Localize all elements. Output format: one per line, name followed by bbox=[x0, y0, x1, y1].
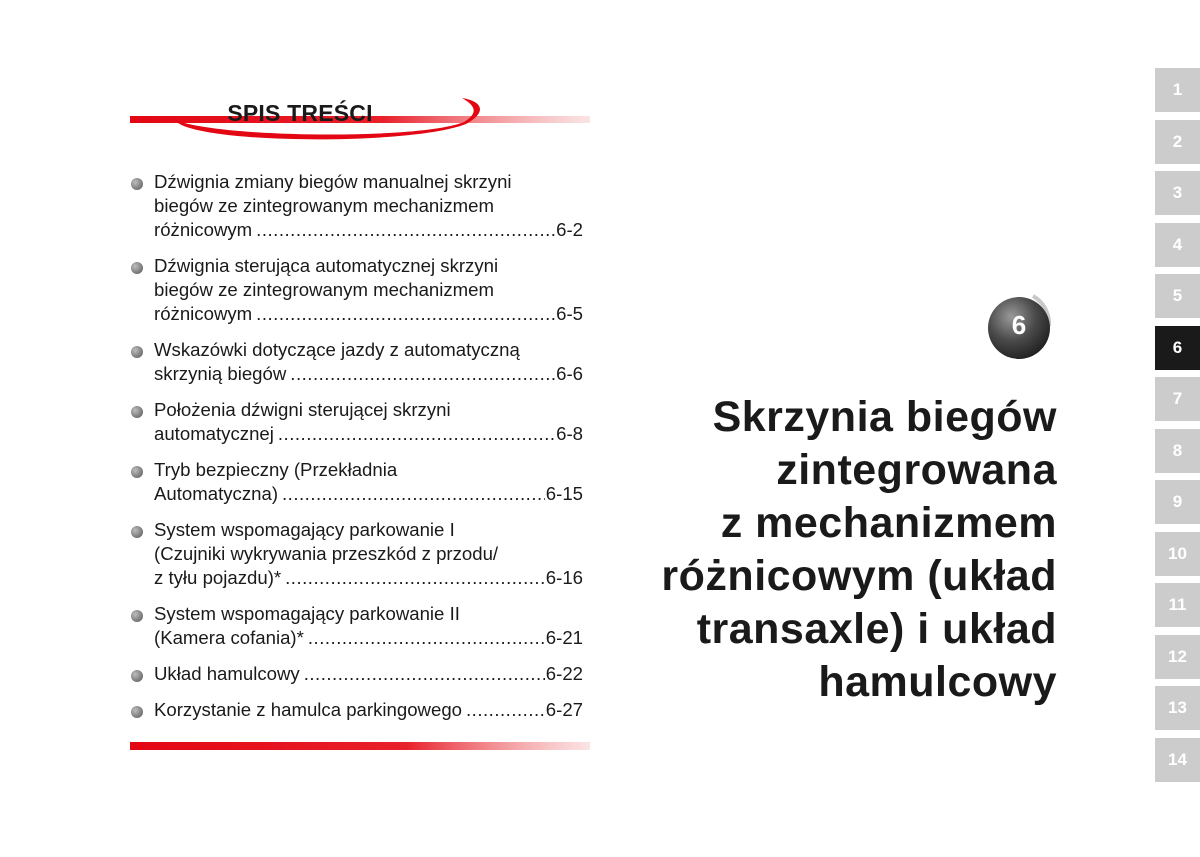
dot-leader bbox=[290, 362, 555, 386]
toc-page-ref: 6-8 bbox=[556, 423, 583, 444]
toc-item[interactable] bbox=[131, 254, 583, 326]
toc-item-last-line bbox=[154, 698, 583, 722]
chapter-tab-1[interactable]: 1 bbox=[1155, 68, 1200, 112]
toc-item-text: Korzystanie z hamulca parkingowego bbox=[154, 699, 462, 720]
toc-item-text: różnicowym bbox=[154, 219, 253, 240]
dot-leader bbox=[282, 482, 545, 506]
chapter-title bbox=[617, 391, 1057, 709]
toc-header bbox=[130, 96, 590, 146]
chapter-title-line: z mechanizmem bbox=[720, 499, 1057, 547]
toc-item-text: z tyłu pojazdu)* bbox=[154, 567, 282, 588]
toc-list bbox=[131, 170, 583, 734]
toc-item[interactable] bbox=[131, 518, 583, 590]
chapter-title-line: różnicowym (układ bbox=[661, 552, 1057, 600]
dot-leader bbox=[256, 302, 555, 326]
chapter-tab-14[interactable]: 14 bbox=[1155, 738, 1200, 782]
toc-item-text: biegów ze zintegrowanym mechanizmem bbox=[154, 279, 494, 300]
dot-leader bbox=[278, 422, 555, 446]
dot-leader bbox=[466, 698, 545, 722]
toc-item-text: Dźwignia sterująca automatycznej skrzyni bbox=[154, 255, 499, 276]
toc-item-last-line bbox=[154, 218, 583, 242]
toc-item-text: System wspomagający parkowanie I bbox=[154, 519, 455, 540]
chapter-badge bbox=[983, 290, 1055, 362]
toc-item-text: Położenia dźwigni sterującej skrzyni bbox=[154, 399, 451, 420]
bullet-icon bbox=[131, 262, 143, 274]
toc-item-last-line bbox=[154, 362, 583, 386]
chapter-tab-5[interactable]: 5 bbox=[1155, 274, 1200, 318]
toc-item-text: Wskazówki dotyczące jazdy z automatyczną bbox=[154, 339, 520, 360]
chapter-tab-6[interactable]: 6 bbox=[1155, 326, 1200, 370]
toc-item-text: (Czujniki wykrywania przeszkód z przodu/ bbox=[154, 543, 499, 564]
chapter-tabs bbox=[1155, 68, 1200, 789]
chapter-title-line: hamulcowy bbox=[818, 658, 1057, 706]
chapter-tab-4[interactable]: 4 bbox=[1155, 223, 1200, 267]
chapter-tab-3[interactable]: 3 bbox=[1155, 171, 1200, 215]
chapter-tab-13[interactable]: 13 bbox=[1155, 686, 1200, 730]
dot-leader bbox=[304, 662, 545, 686]
toc-page-ref: 6-15 bbox=[545, 483, 583, 504]
toc-title: SPIS TREŚCI bbox=[227, 100, 373, 126]
chapter-tab-8[interactable]: 8 bbox=[1155, 429, 1200, 473]
bullet-icon bbox=[131, 526, 143, 538]
chapter-title-line: transaxle) i układ bbox=[696, 605, 1057, 653]
toc-item-last-line bbox=[154, 626, 583, 650]
toc-page-ref: 6-6 bbox=[556, 363, 583, 384]
chapter-tab-7[interactable]: 7 bbox=[1155, 377, 1200, 421]
bullet-icon bbox=[131, 466, 143, 478]
toc-page-ref: 6-22 bbox=[545, 663, 583, 684]
toc-item-last-line bbox=[154, 662, 583, 686]
bullet-icon bbox=[131, 178, 143, 190]
toc-item[interactable] bbox=[131, 602, 583, 650]
toc-item[interactable] bbox=[131, 698, 583, 722]
toc-item[interactable] bbox=[131, 662, 583, 686]
chapter-tab-11[interactable]: 11 bbox=[1155, 583, 1200, 627]
toc-item-text: biegów ze zintegrowanym mechanizmem bbox=[154, 195, 494, 216]
bullet-icon bbox=[131, 670, 143, 682]
bullet-icon bbox=[131, 406, 143, 418]
toc-page-ref: 6-21 bbox=[545, 627, 583, 648]
toc-item-text: Układ hamulcowy bbox=[154, 663, 300, 684]
toc-page-ref: 6-16 bbox=[545, 567, 583, 588]
toc-item-last-line bbox=[154, 302, 583, 326]
bullet-icon bbox=[131, 706, 143, 718]
chapter-title-line: zintegrowana bbox=[776, 446, 1057, 494]
toc-page-ref: 6-27 bbox=[545, 699, 583, 720]
toc-page-ref: 6-2 bbox=[556, 219, 583, 240]
toc-item-text: skrzynią biegów bbox=[154, 363, 287, 384]
toc-item[interactable] bbox=[131, 338, 583, 386]
toc-item-text: Tryb bezpieczny (Przekładnia bbox=[154, 459, 398, 480]
toc-item-last-line bbox=[154, 422, 583, 446]
bullet-icon bbox=[131, 346, 143, 358]
dot-leader bbox=[308, 626, 545, 650]
toc-item-text: Dźwignia zmiany biegów manualnej skrzyni bbox=[154, 171, 512, 192]
dot-leader bbox=[256, 218, 555, 242]
dot-leader bbox=[285, 566, 545, 590]
chapter-tab-12[interactable]: 12 bbox=[1155, 635, 1200, 679]
toc-item[interactable] bbox=[131, 458, 583, 506]
chapter-tab-9[interactable]: 9 bbox=[1155, 480, 1200, 524]
toc-item[interactable] bbox=[131, 170, 583, 242]
bullet-icon bbox=[131, 610, 143, 622]
chapter-tab-10[interactable]: 10 bbox=[1155, 532, 1200, 576]
toc-item-text: Automatyczna) bbox=[154, 483, 279, 504]
chapter-title-line: Skrzynia biegów bbox=[712, 393, 1057, 441]
toc-item-text: System wspomagający parkowanie II bbox=[154, 603, 460, 624]
bottom-divider-stripe bbox=[130, 740, 590, 752]
toc-item[interactable] bbox=[131, 398, 583, 446]
toc-item-text: różnicowym bbox=[154, 303, 253, 324]
toc-item-last-line bbox=[154, 482, 583, 506]
toc-page-ref: 6-5 bbox=[556, 303, 583, 324]
toc-item-text: automatycznej bbox=[154, 423, 274, 444]
chapter-number: 6 bbox=[1011, 310, 1027, 340]
chapter-tab-2[interactable]: 2 bbox=[1155, 120, 1200, 164]
toc-item-last-line bbox=[154, 566, 583, 590]
toc-item-text: (Kamera cofania)* bbox=[154, 627, 304, 648]
